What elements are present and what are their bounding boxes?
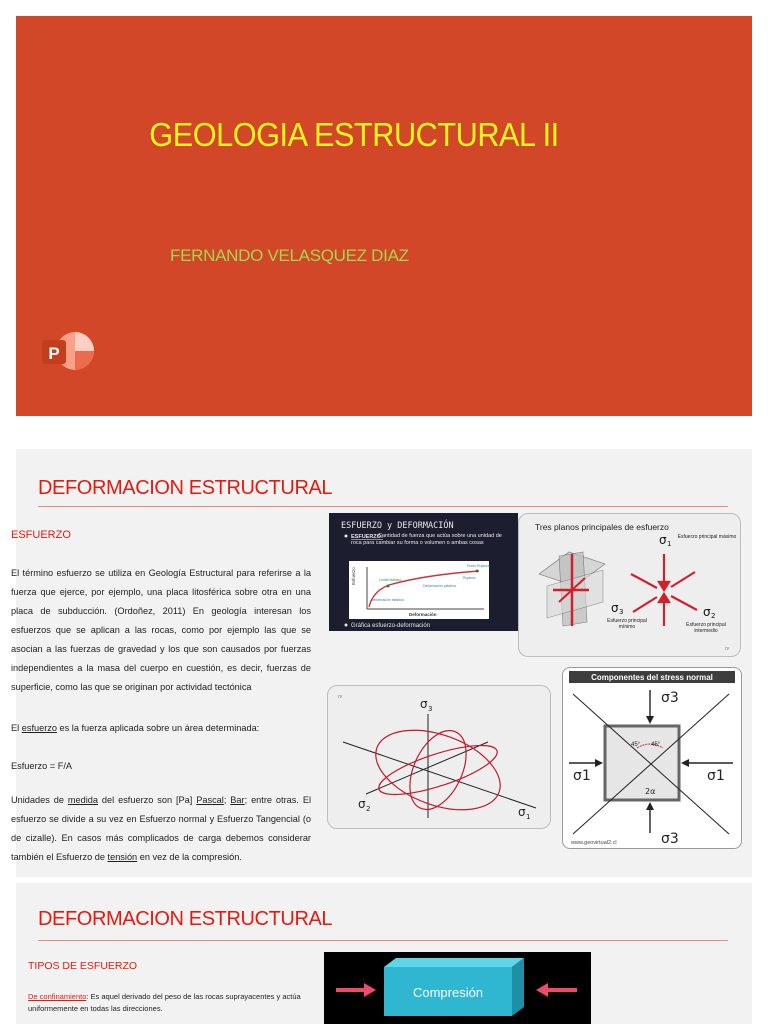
stress-ellipsoid-panel	[327, 685, 551, 829]
slide-heading: DEFORMACION ESTRUCTURAL	[38, 477, 333, 499]
compression-label: Compresión	[412, 985, 484, 1000]
svg-text:2: 2	[711, 612, 716, 620]
panel-a-title: ESFUERZO y DEFORMACIÓN	[341, 521, 454, 531]
svg-text:σ3: σ3	[661, 831, 679, 847]
svg-text:σ3: σ3	[661, 690, 679, 706]
stress-types-slide	[16, 883, 752, 1024]
author-name: FERNANDO VELASQUEZ DIAZ	[170, 246, 409, 265]
deformation-slide	[11, 449, 752, 877]
principal-planes-figure: Tres planos principales de esfuerzo σ 1 Esfuerzo principal máximo σ 3 Esfuerzo principal mínimo σ 2 Esfuerzo principal intermedio rv	[535, 522, 737, 652]
svg-text:1: 1	[526, 813, 531, 821]
stress-ellipsoid-figure	[328, 686, 552, 830]
stress-strain-panel	[329, 513, 518, 631]
svg-text:Deformación plástica: Deformación plástica	[423, 584, 456, 588]
term-confinamiento: De confinamiento	[28, 992, 87, 1001]
svg-text:Límite elástico: Límite elástico	[379, 578, 402, 582]
heading-divider	[38, 940, 728, 941]
svg-text:σ1: σ1	[707, 768, 725, 784]
link-medida[interactable]: medida	[67, 795, 99, 805]
link-bar[interactable]: Bar	[230, 795, 245, 805]
svg-text:σ1: σ1	[573, 768, 591, 784]
presentation-title: GEOLOGIA ESTRUCTURAL II	[149, 116, 559, 153]
formula-text: Esfuerzo = F/A	[11, 761, 73, 771]
svg-text:2α: 2α	[645, 787, 656, 796]
paragraph-units: Unidades de medida del esfuerzo son [Pa] Pascal; Bar; entre otras. El esfuerzo se divide a su vez en Esfuerzo normal y Esfuerzo Tangencial (o de cizalle). En casos más complicados de carga debemos considerar también el Esfuerzo de tensión en vez de la compresión.	[11, 795, 311, 862]
powerpoint-logo-icon	[40, 330, 96, 376]
svg-text:Punto Ruptura: Punto Ruptura	[467, 564, 490, 568]
normal-stress-panel	[562, 667, 742, 849]
svg-text:Deformación elástica: Deformación elástica	[371, 598, 404, 602]
svg-text:σ: σ	[420, 697, 428, 711]
principal-planes-panel	[518, 513, 741, 657]
svg-text:Deformación: Deformación	[409, 612, 437, 617]
stress-strain-figure	[329, 513, 518, 631]
confinement-definition: De confinamiento: Es aquel derivado del peso de las rocas suprayacentes y actúa uniformemente en todas las direcciones.	[28, 992, 301, 1013]
svg-text:Esfuerzo: Esfuerzo	[351, 567, 356, 585]
svg-text:Ruptura: Ruptura	[463, 576, 476, 580]
svg-text:45°: 45°	[631, 742, 641, 748]
svg-text:σ: σ	[611, 601, 619, 615]
title-slide	[16, 16, 752, 416]
section-subheading: ESFUERZO	[11, 529, 71, 541]
svg-text:www.geovirtual2.cl: www.geovirtual2.cl	[571, 840, 617, 846]
logo-letter: P	[48, 344, 60, 363]
svg-text:σ: σ	[703, 605, 711, 619]
svg-text:3: 3	[428, 705, 433, 713]
svg-text:rv: rv	[338, 694, 343, 700]
svg-text:Tres planos principales de esf: Tres planos principales de esfuerzo	[535, 522, 669, 532]
svg-text:σ: σ	[518, 805, 526, 819]
paragraph-esfuerzo: El término esfuerzo se utiliza en Geología Estructural para referirse a la fuerza que ejerce, por ejemplo, una placa litosférica sobre otra en una placa de subducción. (Ordoñez, 2011) En geología interesan los esfuerzos que se aplican a las rocas, como por ejemplo las que se asocian a las fuerzas de gravedad y los que son causados por fuerzas independientes a la masa del cuerpo en cuestión, es decir, fuerzas de superficie, como las que se originan por actividad tectónica	[11, 568, 311, 692]
link-pascal[interactable]: Pascal	[196, 795, 224, 805]
panel-a-bullet2: Gráfica esfuerzo-deformación	[351, 623, 431, 629]
compression-figure	[324, 952, 591, 1024]
svg-text:σ: σ	[358, 797, 366, 811]
svg-text:2: 2	[366, 805, 371, 813]
svg-text:rv: rv	[725, 646, 730, 652]
svg-text:3: 3	[619, 608, 624, 616]
normal-stress-figure	[563, 668, 743, 850]
paragraph-definition: El esfuerzo es la fuerza aplicada sobre un área determinada:	[11, 723, 260, 733]
svg-text:σ: σ	[659, 533, 667, 547]
svg-text:45°: 45°	[651, 742, 661, 748]
link-esfuerzo[interactable]: esfuerzo	[21, 723, 57, 733]
link-tension[interactable]: tensión	[107, 852, 138, 862]
svg-text:1: 1	[667, 540, 672, 548]
heading-divider	[38, 506, 728, 507]
svg-text:ESFUERZO:: ESFUERZO:	[351, 534, 383, 540]
compression-box-figure	[324, 952, 591, 1024]
section-subheading: TIPOS DE ESFUERZO	[28, 960, 138, 972]
svg-text:Componentes del stress normal: Componentes del stress normal	[591, 673, 713, 682]
slide-heading: DEFORMACION ESTRUCTURAL	[38, 908, 333, 930]
panel-a-bullet1: Cantidad de fuerza que actúa sobre una unidad de roca para cambiar su forma o volumen o ambas cosas	[351, 533, 502, 546]
